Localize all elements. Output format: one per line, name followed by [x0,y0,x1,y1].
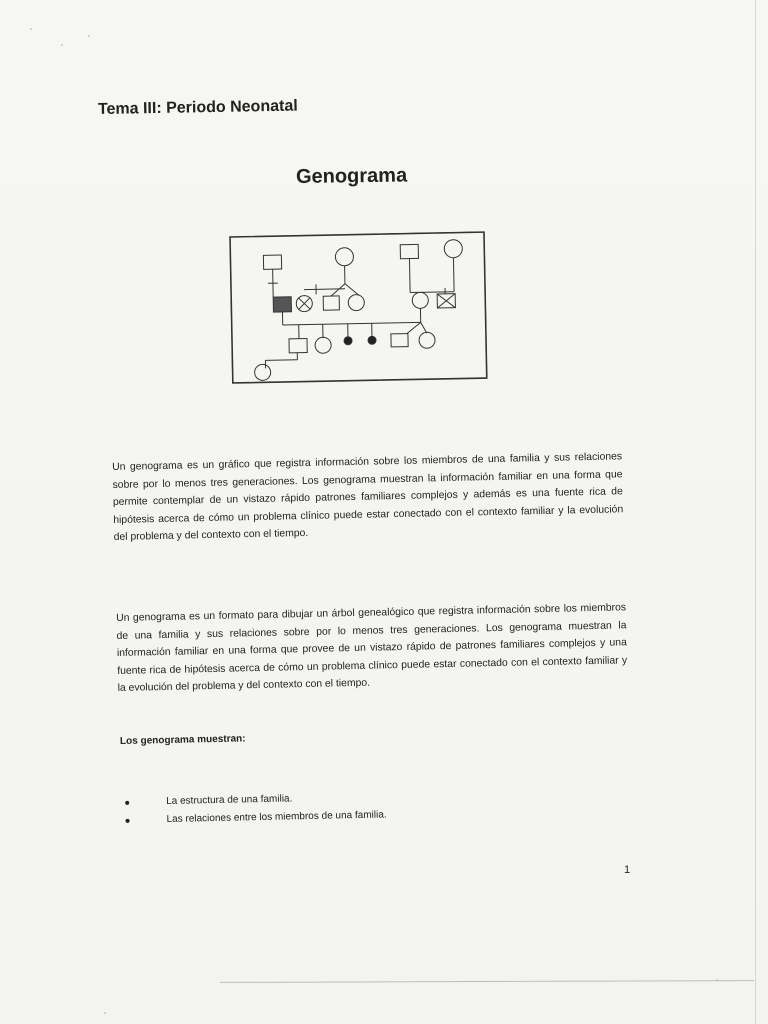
page-edge-shadow [755,0,756,1024]
list-item: Las relaciones entre los miembros de una familia. [120,803,540,830]
genogram-figure [229,231,488,386]
list-heading: Los genograma muestran: [119,733,246,747]
genogram-diagram-icon [229,231,488,386]
footer-rule [220,980,754,983]
bullet-list [120,785,541,830]
scan-speck [88,35,90,37]
scan-speck [104,1012,106,1014]
topic-heading: Tema III: Periodo Neonatal [97,97,298,118]
scan-speck [61,44,63,46]
page-number: 1 [624,864,631,876]
paragraph-definition: Un genograma es un gráfico que registra información sobre los miembros de una familia y sus relaciones sobre por lo menos tres generaciones. Los genograma muestran la información familiar en una forma que permite contemplar de un vistazo rápido patrones familiares complejos y además es una fuente rica de hipótesis acerca de cómo un problema clínico puede estar conectado con el contexto familiar y la evolución del problema y del contexto con el tiempo. [112,451,624,544]
paragraph-format: Un genograma es un formato para dibujar un árbol genealógico que registra información sobre los miembros de una familia y sus relaciones sobre por lo menos tres generaciones. Los genograma muestran la información familiar en una forma que provee de un vistazo rápido de patrones familiares complejos y una fuente rica de hipótesis acerca de cómo un problema clínico puede estar conectado con el contexto familiar y la evolución del problema y del contexto con el tiempo. [116,602,628,695]
page-title: Genograma [295,164,408,188]
list-item: La estructura de una familia. [120,785,540,812]
scan-speck [30,28,32,30]
